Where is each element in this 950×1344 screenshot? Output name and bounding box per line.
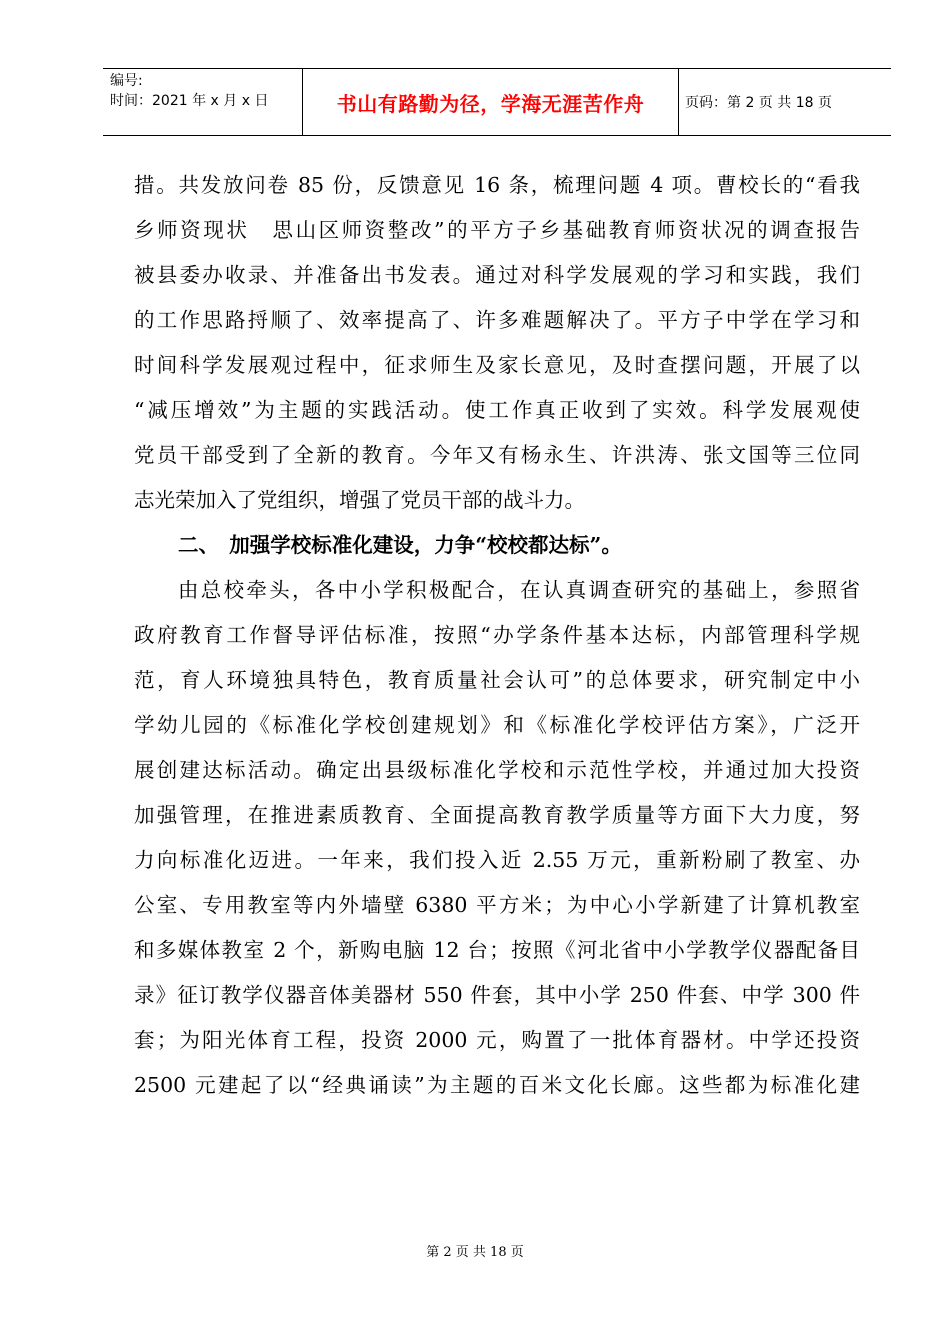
body-line: 范，育人环境独具特色，教育质量社会认可”的总体要求，研究制定中小 [134, 668, 860, 692]
body-line: 措。共发放问卷 85 份，反馈意见 16 条，梳理问题 4 项。曹校长的“看我 [134, 173, 860, 197]
body-line: 乡师资现状 思山区师资整改”的平方子乡基础教育师资状况的调查报告 [134, 218, 860, 242]
header-page-cell [679, 69, 891, 135]
document-header [103, 68, 891, 136]
body-line: 套；为阳光体育工程，投资 2000 元，购置了一批体育器材。中学还投资 [134, 1028, 860, 1052]
header-motto-cell [303, 69, 679, 135]
motto-text: 书山有路勤为径，学海无涯苦作舟 [336, 91, 645, 116]
body-line: 的工作思路捋顺了、效率提高了、许多难题解决了。平方子中学在学习和 [134, 308, 860, 332]
body-line: 和多媒体教室 2 个，新购电脑 12 台；按照《河北省中小学教学仪器配备目 [134, 938, 860, 962]
body-line: 公室、专用教室等内外墙壁 6380 平方米；为中心小学新建了计算机教室 [134, 893, 860, 917]
number-label: 编号: [110, 73, 143, 89]
footer-page-number: 第 2 页 共 18 页 [426, 1245, 524, 1260]
document-body [134, 163, 860, 1108]
body-line: 力向标准化迈进。一年来，我们投入近 2.55 万元，重新粉刷了教室、办 [134, 848, 860, 872]
body-line: 加强管理，在推进素质教育、全面提高教育教学质量等方面下大力度，努 [134, 803, 860, 827]
body-line: 志光荣加入了党组织，增强了党员干部的战斗力。 [134, 488, 585, 512]
body-line: “减压增效”为主题的实践活动。使工作真正收到了实效。科学发展观使 [134, 398, 860, 422]
page-footer [0, 1241, 950, 1260]
body-line: 展创建达标活动。确定出县级标准化学校和示范性学校，并通过加大投资 [134, 758, 860, 782]
body-line: 录》征订教学仪器音体美器材 550 件套，其中小学 250 件套、中学 300 件 [134, 983, 860, 1007]
body-line: 由总校牵头，各中小学积极配合，在认真调查研究的基础上，参照省 [178, 578, 860, 602]
body-line: 2500 元建起了以“经典诵读”为主题的百米文化长廊。这些都为标准化建 [134, 1073, 860, 1097]
body-line: 党员干部受到了全新的教育。今年又有杨永生、许洪涛、张文国等三位同 [134, 443, 860, 467]
body-line: 时间科学发展观过程中，征求师生及家长意见，及时查摆问题，开展了以 [134, 353, 860, 377]
body-line: 被县委办收录、并准备出书发表。通过对科学发展观的学习和实践，我们 [134, 263, 860, 287]
body-line: 学幼儿园的《标准化学校创建规划》和《标准化学校评估方案》，广泛开 [134, 713, 860, 737]
header-meta-cell [103, 69, 303, 135]
page-info: 页码：第 2 页 共 18 页 [685, 95, 832, 111]
body-line: 政府教育工作督导评估标准，按照“办学条件基本达标，内部管理科学规 [134, 623, 860, 647]
time-label: 时间：2021 年 x 月 x 日 [110, 93, 269, 109]
section-heading: 二、 加强学校标准化建设，力争“校校都达标”。 [178, 533, 622, 557]
